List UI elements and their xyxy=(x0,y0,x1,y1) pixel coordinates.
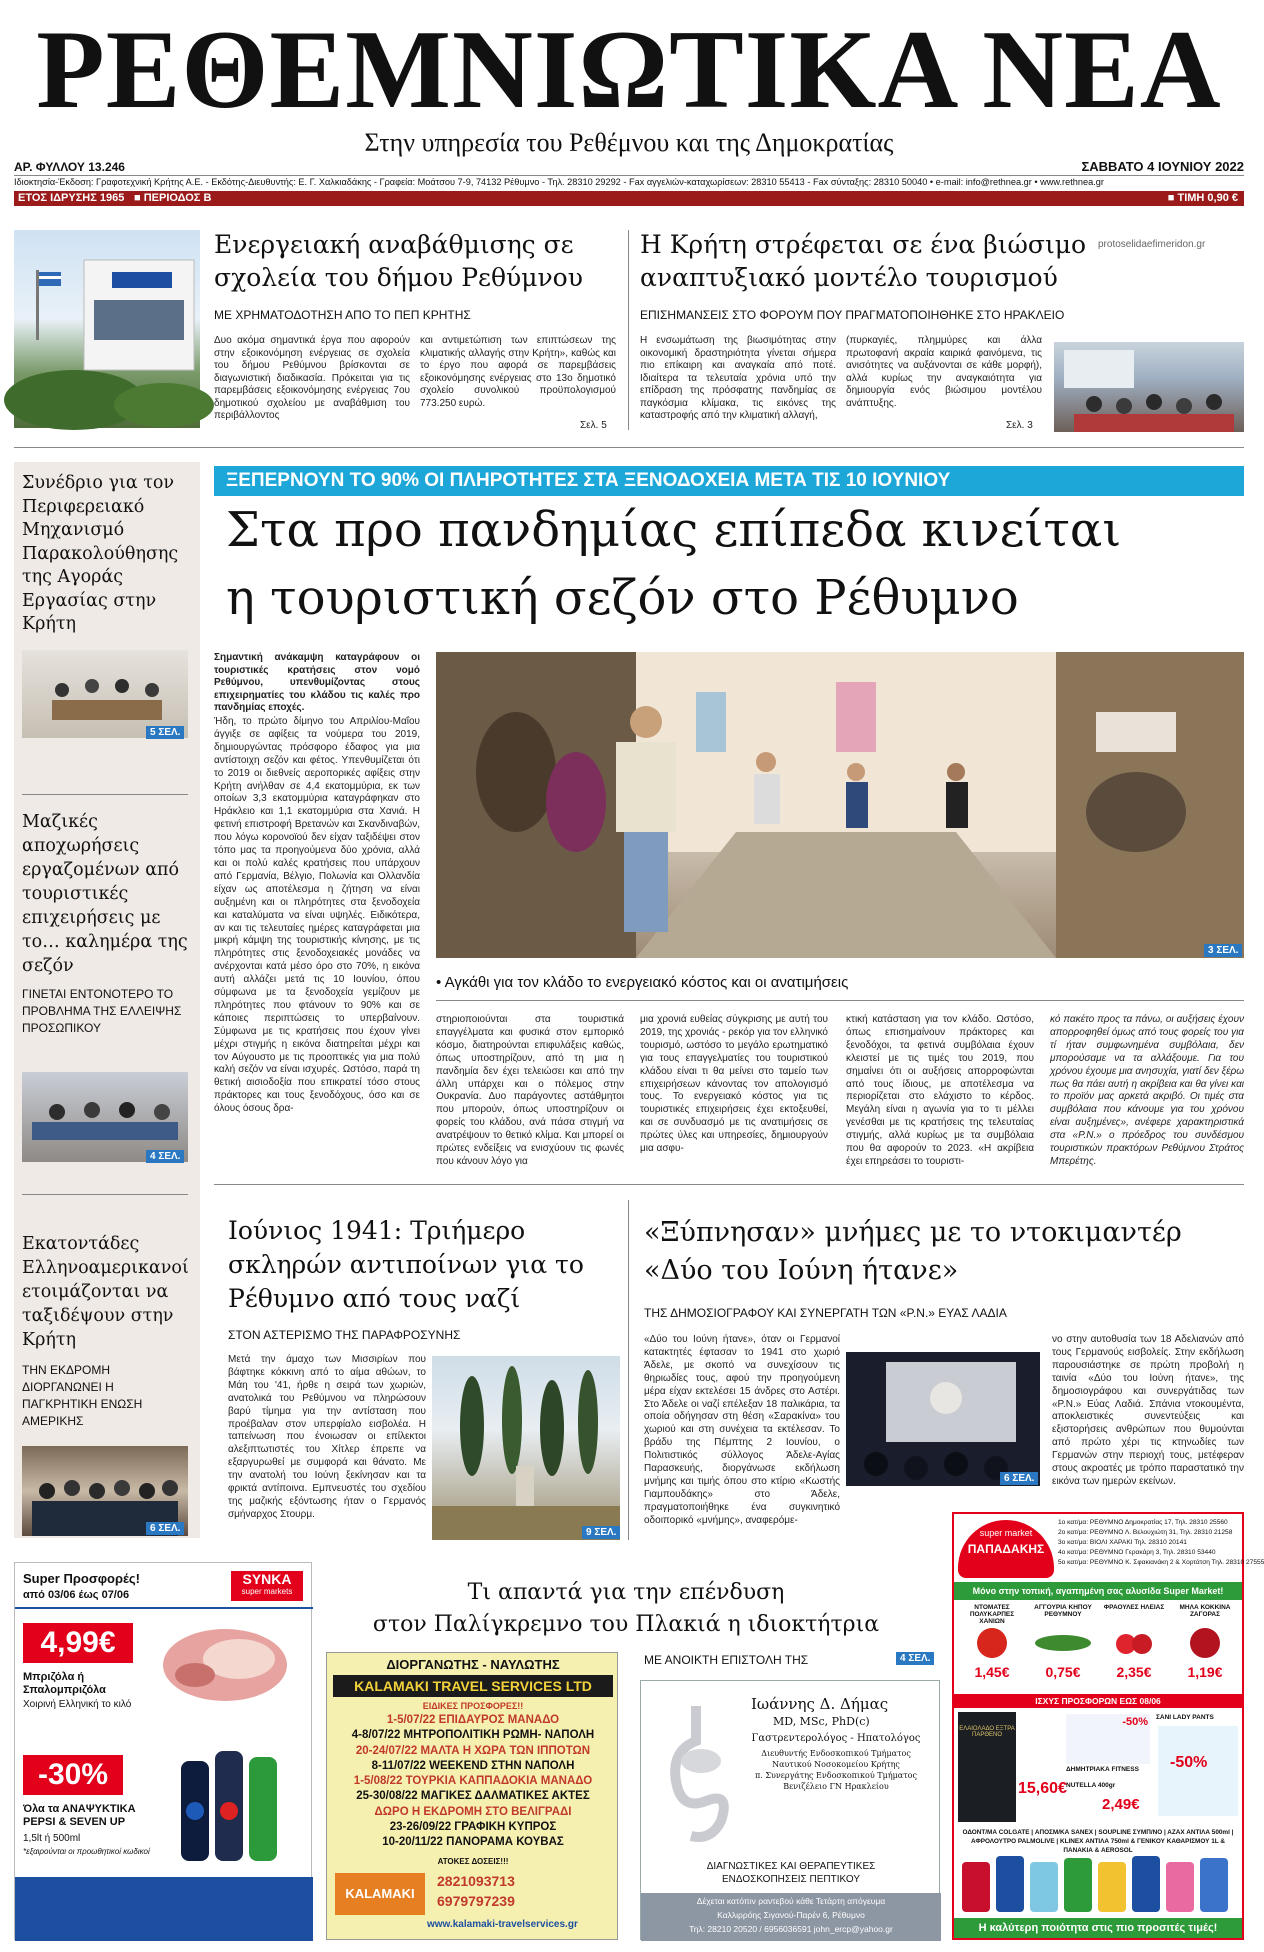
synka-brand: SYNKA xyxy=(242,1571,292,1587)
papadakis-store: 3ο κατ/μα: ΒΙΟΛΙ ΧΑΡΑΚΙ Τηλ. 28310 20141 xyxy=(1058,1539,1187,1546)
papadakis-product-name: ΝΤΟΜΑΤΕΣ ΠΟΛΥΚΑΡΠΕΣ ΧΑΝΙΩΝ xyxy=(969,1604,1015,1625)
papadakis-product-price: 0,75€ xyxy=(1045,1664,1081,1680)
lead-caption: • Αγκάθι για τον κλάδο το ενεργειακό κόστος και οι ανατιμήσεις xyxy=(436,974,849,991)
papadakis-brand-top: super market xyxy=(979,1528,1033,1538)
sidebar-item1-page[interactable]: 5 ΣΕΛ. xyxy=(146,726,184,739)
masthead-subtitle: Στην υπηρεσία του Ρεθέμνου και της Δημοκρατίας xyxy=(364,128,894,157)
travel-trips xyxy=(327,1713,619,1851)
papadakis-product-price: 1,19€ xyxy=(1187,1664,1223,1680)
ad-synka[interactable] xyxy=(14,1562,312,1940)
papadakis-store: 1ο κατ/μα: ΡΕΘΥΜΝΟ Δημοκρατίας 17, Τηλ. 28310 25560 xyxy=(1058,1519,1228,1526)
ad-doctor[interactable] xyxy=(640,1680,940,1940)
ww2-kicker: ΣΤΟΝ ΑΣΤΕΡΙΣΜΟ ΤΗΣ ΠΑΡΑΦΡΟΣΥΝΗΣ xyxy=(228,1328,461,1342)
lead-caption-rule xyxy=(436,1000,1244,1001)
founded-year: ΕΤΟΣ ΙΔΡΥΣΗΣ 1965 xyxy=(18,192,125,204)
film-col1: «Δύο του Ιούνη ήτανε», όταν οι Γερμανοί κατακτητές έφτασαν το 1941 στο χωριό Άδελε, με σκοπό να συνεχίσουν τις θηριωδίες τους, αφού την προηγούμενη μέρα είχαν εκτελέσει 15 άνδρες στο Αστέρι. Στο Άδελε οι ναζί επέλεξαν 18 παλικάρια, τα οποία οδήγησαν στη θέση «Σαρακίνα» του χωριού και στη συνέχεια τα εκτέλεσαν. Το βράδυ της Πέμπτης 2 Ιουνίου, ο Πολιτιστικός σύλλογος Άδελε-Αγίας Παρασκευής, διοργάνωσε εκδήλωση μνήμης και τιμής όπου στο κτίριο «Κωστής Γιαμπουδάκης» στο Άδελε, πραγματοποιήθηκε ένα συγκινητικό οδοιπορικό «μνήμης», αναφερόμε- xyxy=(644,1334,840,1526)
top-left-col2: και αντιμετώπιση των επιπτώσεων της κλιματικής αλλαγής στην Κρήτη», καθώς και το έργο που αφορά σε παρεμβάσεις εξοικονόμησης ενέργειας στο 13ο δημοτικό σχολείο συνολικού προϋπολογισμού 773.250 ευρώ. xyxy=(420,335,616,409)
travel-logo: KALAMAKI xyxy=(335,1873,425,1915)
strawberry-icon xyxy=(1100,1626,1168,1660)
travel-trip: 4-8/07/22 ΜΗΤΡΟΠΟΛΙΤΙΚΗ ΡΩΜΗ- ΝΑΠΟΛΗ xyxy=(351,1729,595,1742)
doctor-specialty: Γαστρεντερολόγος - Ηπατολόγος xyxy=(751,1733,921,1744)
papadakis-store: 5ο κατ/μα: ΡΕΘΥΜΝΟ Κ. Σφακιανάκη 2 & Χορτάτση Τηλ. 28310 27555 xyxy=(1058,1559,1264,1566)
lead-col2: στηριοποιούνται στα τουριστικά επαγγέλματα και φυσικά στον εμπορικό κόσμο, διατηρούνται επιφυλάξεις καθώς, όπως υποστηρίζουν, από τη μια η πανδημία δεν έχει τελειώσει και από την άλλη υπάρχει και ο πόλεμος στην Ουκρανία. Δυο παράγοντες αστάθμητοι που μπορούν, όπως υποστηρίζουν οι φορείς του κλάδου, ανά πάσα στιγμή να ανατρέψουν το θετικό κλίμα. Και μπορεί οι πρώτες ενδείξεις να ενισχύουν τις φωνές που κάνουν λόγο για xyxy=(436,1014,624,1167)
papadakis-validity: ΙΣΧΥΣ ΠΡΟΣΦΟΡΩΝ ΕΩΣ 08/06 xyxy=(954,1694,1242,1708)
travel-trip: 8-11/07/22 WEEKEND ΣΤΗΝ ΝΑΠΟΛΗ xyxy=(371,1759,575,1772)
lead-col4: κτική κατάσταση για τον κλάδο. Ωστόσο, όπως επισημαίνουν πράκτορες και ξενοδόχοι, τα φετινά συμβόλαια έχουν κλειστεί με τις τιμές του 2019, που σημαίνει ότι οι αυξήσεις απορροφώνται από τους ίδιους, με αποτέλεσμα να περιορίζεται στο ελάχιστο το κέρδος. Μεγάλη είναι η αγωνία για το τι μέλλει γενέσθαι με τις κρατήσεις της τελευταίας στιγμής, αλλά κυρίως με τα συμβόλαια που θα αφορούν το 2023. «Η ακρίβεια έχει επηρεάσει το τουριστι- xyxy=(846,1014,1034,1167)
ww2-photo xyxy=(432,1356,620,1540)
travel-web[interactable]: www.kalamaki-travelservices.gr xyxy=(427,1919,578,1930)
travel-note: ΑΤΟΚΕΣ ΔΟΣΕΙΣ!!! xyxy=(437,1857,509,1866)
lead-title-line2[interactable]: η τουριστική σεζόν στο Ρέθυμνο xyxy=(226,570,1019,626)
papadakis-price-oil: 15,60€ xyxy=(1018,1780,1067,1797)
travel-header2: KALAMAKI TRAVEL SERVICES LTD xyxy=(333,1675,613,1697)
papadakis-oil-label: ΕΛΑΙΟΛΑΔΟ ΕΞΤΡΑ ΠΑΡΘΕΝΟ xyxy=(959,1726,1015,1738)
synka-headline: Super Προσφορές! xyxy=(23,1571,140,1586)
forum-photo xyxy=(1054,342,1244,432)
issue-number: ΑΡ. ΦΥΛΛΟΥ 13.246 xyxy=(14,160,125,174)
sidebar-item2-kicker: ΓΙΝΕΤΑΙ ΕΝΤΟΝΟΤΕΡΟ ΤΟ ΠΡΟΒΛΗΜΑ ΤΗΣ ΕΛΛΕΙΨΗΣ ΠΡΟΣΩΠΙΚΟΥ xyxy=(22,987,182,1035)
papadakis-product-name: ΦΡΑΟΥΛΕΣ ΗΛΕΙΑΣ xyxy=(1103,1604,1165,1611)
travel-trip: 10-20/11/22 ΠΑΝΟΡΑΜΑ ΚΟΥΒΑΣ xyxy=(382,1836,564,1849)
lead-title-line1[interactable]: Στα προ πανδημίας επίπεδα κινείται xyxy=(226,502,1122,558)
travel-trip: 1-5/07/22 ΕΠΙΔΑΥΡΟΣ ΜΑΝΑΔΟ xyxy=(386,1714,560,1726)
film-page[interactable]: 6 ΣΕΛ. xyxy=(1000,1472,1038,1485)
travel-trip: 23-26/09/22 ΓΡΑΦΙΚΗ ΚΥΠΡΟΣ xyxy=(389,1821,557,1834)
papadakis-oil xyxy=(958,1712,1016,1822)
cucumber-icon xyxy=(1029,1626,1097,1660)
papadakis-footer: Η καλύτερη ποιότητα στις πιο προσιτές τιμές! xyxy=(954,1918,1242,1938)
synka-dates: από 03/06 έως 07/06 xyxy=(23,1589,130,1601)
papadakis-product-name: ΜΗΛΑ ΚΟΚΚΙΝΑ ΖΑΓΟΡΑΣ xyxy=(1179,1604,1231,1618)
synka-brand-sub: super markets xyxy=(241,1587,293,1596)
papadakis-logo xyxy=(958,1520,1054,1578)
soda-bottles-icon xyxy=(171,1741,301,1871)
lead-bottom-rule xyxy=(214,1184,1244,1185)
top-right-kicker: ΕΠΙΣΗΜΑΝΣΕΙΣ ΣΤΟ ΦΟΡΟΥΜ ΠΟΥ ΠΡΑΓΜΑΤΟΠΟΙΗΘΗΚΕ ΣΤΟ ΗΡΑΚΛΕΙΟ xyxy=(640,308,1065,322)
ww2-page[interactable]: 9 ΣΕΛ. xyxy=(582,1526,620,1539)
papadakis-nutella: NUTELLA 400gr xyxy=(1066,1782,1116,1789)
top-left-kicker: ΜΕ ΧΡΗΜΑΤΟΔΟΤΗΣΗ ΑΠΟ ΤΟ ΠΕΠ ΚΡΗΤΗΣ xyxy=(214,308,471,322)
doctor-services2: ΕΝΔΟΣΚΟΠΗΣΕΙΣ ΠΕΠΤΙΚΟΥ xyxy=(722,1874,860,1885)
ww2-text: Μετά την άμαχο των Μισσιρίων που βάφτηκε κόκκινη από το αίμα αθώων, το Μάη του '41, ήρθε η σειρά των χωριών, ανατολικά του Ρεθύμνου να πληρώσουν βαρύ τίμημα για την αντίσταση που προέβαλαν στον υπερφίαλο εισβολέα. Η ταπείνωση που ένοιωσαν οι επίλεκτοι αλεξιπτωτιστές του Χίτλερ έπρεπε να εξαργυρωθεί με συμφορά και θάνατο. Με την ανατολή του Ιούνη ξεκίνησαν και τα φρικτά αντίποινα. Εμπνευστές του σχεδίου της μαζικής εξόντωσης ήταν ο Γερμανός σμήναρχος Στουρμ. xyxy=(228,1354,426,1520)
doctor-line4: Βενιζέλειο ΓΝ Ηρακλείου xyxy=(783,1782,889,1791)
period: ΠΕΡΙΟΔΟΣ Β xyxy=(143,192,212,204)
synka-rule xyxy=(15,1607,313,1609)
synka-item2-note: *εξαιρούνται οι προωθητικοί κωδικοί xyxy=(23,1847,150,1856)
film-photo xyxy=(846,1352,1040,1486)
papadakis-product xyxy=(1029,1604,1097,1680)
top-divider xyxy=(628,230,629,430)
lead-banner-text: ΞΕΠΕΡΝΟΥΝ ΤΟ 90% ΟΙ ΠΛΗΡΟΤΗΤΕΣ ΣΤΑ ΞΕΝΟΔΟΧΕΙΑ ΜΕΤΑ ΤΙΣ 10 ΙΟΥΝΙΟΥ xyxy=(226,470,951,491)
plakias-kicker: ΜΕ ΑΝΟΙΚΤΗ ΕΠΙΣΤΟΛΗ ΤΗΣ xyxy=(644,1653,809,1667)
top-right-col1: Η ενσωμάτωση της βιωσιμότητας στην οικονομική δραστηριότητα γίνεται σήμερα πιο επίκαιρη και αναγκαία από ποτέ. Ιδιαίτερα τα τελευταία χρόνια υπό την επίδραση της πρόσφατης πανδημίας σε παγκόσμια κλίμακα, τις εικόνες της καταστροφής από την κλιματική αλλαγή, xyxy=(640,335,836,421)
lead-col-left: Ήδη, το πρώτο δίμηνο του Απριλίου-Μαΐου άγγιξε σε αφίξεις τα νούμερα του 2019, δημιουργώντας πρόσφορο έδαφος για μια αντίστοιχη σεζόν και φέτος. Υπενθυμίζεται ότι το 2019 οι διεθνείς αεροπορικές αφίξεις στην Κρήτη ανήλθαν σε 4,4 εκατομμύρια, εκ των οποίων 3,3 εκατομμύρια καταγράφηκαν στο Ηράκλειο και 1,1 εκατομμύρια στα Χανιά. Η φετινή επιστροφή Βρετανών και Σκανδιναβών, που λόγω κορονοϊού δεν είχαν ταξιδέψει στον τόπο μας τα προηγούμενα δύο χρόνια, αλλά και οι πολύ καλές κρατήσεις που υπάρχουν από Γερμανία, Βέλγιο, Πολωνία και Ολλανδία είχαν ως αποτέλεσμα η ζήτηση να είναι αυξημένη και οι πληρότητες στα ξενοδοχεία και καταλύματα να είναι υψηλές. Ειδικότερα, αν και τις τελευταίες ημέρες καταγράφεται μια μικρή κάμψη της τουριστικής κίνησης, με τις πληρότητες στις ξενοδοχειακές μονάδες να ανέρχονται κατά μέσο όρο στο 70%, η εικόνα αυτή αλλάζει μετά τις 10 Ιουνίου, όπου σύμφωνα με τα ξενοδοχεία γεμίζουν με πληρότητες που φτάνουν το 90% και σε κάποιες περιπτώσεις το υπερβαίνουν. Σύμφωνα με τις κρατήσεις που έχουν γίνει μέχρι στιγμής η εικόνα διατηρείται μέχρι και τον Αύγουστο με τις προοπτικές για μια πολύ καλή σεζόν να είναι ισχυρές. Ωστόσο, παρά τη θετική αισιοδοξία που επικρατεί τόσο στους πράκτορες και τους ξενοδόχους, όσο και σε όλους όσους δρα- xyxy=(214,716,420,1115)
travel-trip: ΔΩΡΟ Η ΕΚΔΡΟΜΗ ΣΤΟ ΒΕΛΙΓΡΑΔΙ xyxy=(374,1805,572,1818)
synka-item2-name: Όλα τα ΑΝΑΨΥΚΤΙΚΑ PEPSI & SEVEN UP xyxy=(23,1803,136,1828)
pork-chops-icon xyxy=(155,1615,305,1711)
conference-audience-icon xyxy=(1054,342,1244,432)
synka-item2-desc: 1,5lt ή 500ml xyxy=(23,1833,81,1844)
papadakis-fitness: ΔΗΜΗΤΡΙΑΚΑ FITNESS xyxy=(1066,1766,1139,1773)
papadakis-pants-box xyxy=(1158,1726,1238,1816)
sidebar-item3-kicker: ΤΗΝ ΕΚΔΡΟΜΗ ΔΙΟΡΓΑΝΩΝΕΙ Η ΠΑΓΚΡΗΤΙΚΗ ΕΝΩΣΗ ΑΜΕΡΙΚΗΣ xyxy=(22,1363,143,1428)
doctor-degrees: MD, MSc, PhD(c) xyxy=(773,1715,870,1728)
doctor-line2: Ναυτικού Νοσοκομείου Κρήτης xyxy=(772,1760,900,1769)
film-kicker: ΤΗΣ ΔΗΜΟΣΙΟΓΡΑΦΟΥ ΚΑΙ ΣΥΝΕΡΓΑΤΗ ΤΩΝ «Ρ.Ν.» ΕΥΑΣ ΛΑΔΙΑ xyxy=(644,1306,1007,1320)
synka-discount: -30% xyxy=(23,1755,123,1795)
top-right-page[interactable]: Σελ. 3 xyxy=(1006,420,1033,431)
doctor-name: Ιωάννης Δ. Δήμας xyxy=(751,1695,889,1713)
travel-trip: 25-30/08/22 ΜΑΓΙΚΕΣ ΔΑΛΜΑΤΙΚΕΣ ΑΚΤΕΣ xyxy=(356,1790,590,1803)
top-right-col2: (πυρκαγιές, πλημμύρες και άλλα πρωτοφανή ακραία καιρικά φαινόμενα, τις ανισότητες να αυξάνονται σε κάθε μορφή), αλλά κυρίως την αναγκαιότητα για δημιουργία ενός βιώσιμου μοντέλου ανάπτυξης. xyxy=(846,335,1042,409)
lead-page[interactable]: 3 ΣΕΛ. xyxy=(1204,944,1242,957)
travel-trip: 1-5/08/22 ΤΟΥΡΚΙΑ ΚΑΠΠΑΔΟΚΙΑ ΜΑΝΑΔΟ xyxy=(353,1775,593,1788)
travel-phone2: 6979797239 xyxy=(437,1893,515,1909)
plakias-page[interactable]: 4 ΣΕΛ. xyxy=(896,1652,934,1665)
founded-bar: ΕΤΟΣ ΙΔΡΥΣΗΣ 1965 ■ ΠΕΡΙΟΔΟΣ Β ■ ΤΙΜΗ 0,90 € xyxy=(14,191,1244,206)
meeting-table-icon xyxy=(22,650,188,738)
papadakis-slogan: Μόνο στην τοπική, αγαπημένη σας αλυσίδα Super Market! xyxy=(954,1582,1242,1600)
lead-col5: κό πακέτο προς τα πάνω, οι αυξήσεις έχουν απορροφηθεί όμως από τους φορείς του για τί ήταν συμφωνημένα συμβόλαια, δεν μπορούσαμε να τα αλλάξουμε. Για του χρόνου έχουμε μια ανησυχία, γιατί δεν ξέρω πως θα πάει αυτή η ακρίβεια και θα γίνει και το προϊόν μας αρκετά ακριβό. Οι τιμές στα συμβόλαια που κάνουμε για του χρόνου είναι αυξημένες», ανέφερε χαρακτηριστικά στα «Ρ.Ν.» ο πρόεδρος του συνδέσμου τουριστικών πρακτόρων Ρεθύμνου Στράτος Μπερέτης. xyxy=(1050,1014,1244,1167)
synka-item1-desc: Χοιρινή Ελληνική το κιλό xyxy=(23,1699,132,1710)
bottom-divider xyxy=(628,1200,629,1540)
synka-logo xyxy=(231,1571,303,1601)
papadakis-product xyxy=(1171,1604,1239,1680)
ad-travel[interactable] xyxy=(326,1652,618,1940)
plakias-title-line2[interactable]: στον Παλίγκρεμνο του Πλακιά η ιδιοκτήτρια xyxy=(372,1612,880,1637)
papadakis-stores xyxy=(1058,1518,1264,1568)
papadakis-pants: ΣΑΝΙ LADY PANTS xyxy=(1156,1714,1214,1721)
publisher-info: Ιδιοκτησία-Έκδοση: Γραφοτεχνική Κρήτης Α.Ε. - Εκδότης-Διευθυντής: Ε. Γ. Χαλκιαδάκης - Γραφεία: Μοάτσου 7-9, 74132 Ρέθυμνο - Τηλ. 28310 29292 - Fax αγγελιών-καταχωρίσεων: 28310 55413 - Fax σύνταξης: 28310 50040 • e-mail: info@rethnea.gr • www.rethnea.gr xyxy=(14,177,1104,187)
price: ΤΙΜΗ 0,90 € xyxy=(1177,192,1238,204)
street-tourists-icon xyxy=(436,652,1244,958)
sidebar-rule2 xyxy=(22,1194,188,1195)
apple-icon xyxy=(1171,1626,1239,1660)
masthead-title: ΡΕΘΕΜΝΙΩΤΙΚΑ ΝΕΑ xyxy=(36,8,1222,132)
ad-papadakis[interactable] xyxy=(952,1512,1264,1940)
papadakis-product xyxy=(958,1604,1026,1680)
doctor-line1: Διευθυντής Ενδοσκοπικού Τμήματος xyxy=(761,1749,911,1758)
digestive-system-icon xyxy=(651,1701,741,1851)
top-left-title[interactable]: Ενεργειακή αναβάθμισης σε σχολεία του δήμου Ρεθύμνου xyxy=(214,230,583,292)
papadakis-fitness-box xyxy=(1066,1714,1150,1764)
issue-date: ΣΑΒΒΑΤΟ 4 ΙΟΥΝΙΟΥ 2022 xyxy=(1081,159,1244,174)
lead-photo xyxy=(436,652,1244,958)
top-left-page[interactable]: Σελ. 5 xyxy=(580,420,607,431)
tomato-icon xyxy=(958,1626,1026,1660)
doctor-footer xyxy=(641,1893,941,1941)
film-col2: νο στην αυτοθυσία των 18 Αδελιανών από τους Γερμανούς εισβολείς. Στην εκδήλωση παρουσιάστηκε σε πρώτη προβολή η ταινία «Δύο του Ιούνη ήτανε», της δημοσιογράφου και συνεργάτιδας των «Ρ.Ν.» Εύας Λαδιά. Σπάνια ντοκουμέντα, αποκλειστικές συνεντεύξεις και εξιστορήσεις ανθρώπων που θυμούνται από πρώτο χέρι τις κτηνωδίες των Γερμανών στην περιοχή τους, μετέφεραν στους ακροατές με τρόπο παραστατικό την εικόνα των ημερών εκείνων. xyxy=(1052,1334,1244,1487)
synka-price1: 4,99€ xyxy=(23,1623,133,1663)
travel-header1: ΔΙΟΡΓΑΝΩΤΗΣ - ΝΑΥΛΩΤΗΣ xyxy=(386,1657,560,1672)
papadakis-bottom-offer: ΟΔΟΝΤ/ΜΑ COLGATE | ΑΠΟΣΜ/ΚΑ SANEX | SOUPLINE ΣΥΜΠ/ΝΟ | ΑΖΑΧ ΑΝΤΙΛΑ 500ml | ΑΦΡΟΛΟΥΤΡΟ PALMOLIVE | KLINEX ΑΝΤΙΛΑ 750ml & ΓΕΝΙΚΟΥ ΚΑΘΑΡΙΣΜΟΥ 1L & ΠΑΝΑΚΙΑ & AEROSOL xyxy=(962,1829,1234,1854)
ww2-title[interactable]: Ιούνιος 1941: Τριήμερο σκληρών αντιποίνων για το Ρέθυμνο από τους ναζί xyxy=(228,1216,584,1313)
lead-banner xyxy=(214,466,1244,496)
top-section-rule xyxy=(14,447,1244,448)
synka-footer xyxy=(15,1877,313,1941)
papadakis-store: 4ο κατ/μα: ΡΕΘΥΜΝΟ Γερακάρη 3, Τηλ. 28310 53440 xyxy=(1058,1549,1216,1556)
sidebar-item3-title[interactable]: Εκατοντάδες Ελληνοαμερικανοί ετοιμάζονται να ταξιδέψουν στην Κρήτη xyxy=(22,1234,189,1350)
doctor-services1: ΔΙΑΓΝΩΣΤΙΚΕΣ ΚΑΙ ΘΕΡΑΠΕΥΤΙΚΕΣ xyxy=(706,1861,876,1872)
doctor-contact: Τηλ: 28210 20520 / 6956036591 john_ercp@yahoo.gr xyxy=(689,1924,893,1934)
doctor-line3: π. Συνεργάτης Ενδοσκοπικού Τμήματος xyxy=(755,1771,917,1780)
lead-intro: Σημαντική ανάκαμψη καταγράφουν οι τουριστικές κρατήσεις στον νομό Ρεθύμνου, υπενθυμίζοντας στους επιχειρηματίες του κλάδου τις καλές προ πανδημίας εποχές. xyxy=(214,652,420,713)
sidebar-item2-title[interactable]: Μαζικές αποχωρήσεις εργαζομένων από τουριστικές επιχειρήσεις με το… καλημέρα της σεζόν xyxy=(22,812,188,976)
lead-col3: μια χρονιά ευθείας σύγκρισης με αυτή του 2019, της χρονιάς - ρεκόρ για τον ελληνικό τουρισμό, ωστόσο το μεγάλο ερωτηματικό για τους επαγγελματίες του τουριστικού κλάδου είναι τι θα μείνει στο ταμείο των επιχειρήσεων κάνοντας τον απολογισμό τους. Το ενεργειακό κόστος για τις τουριστικές επιχειρήσεις έχει εκτοξευθεί, και σε συνδυασμό με τις ανατιμήσεις σε πρώτες ύλες και υπηρεσίες, δημιουργούν μια ασφυ- xyxy=(640,1014,828,1155)
masthead-rule xyxy=(14,175,1244,176)
papadakis-product xyxy=(1100,1604,1168,1680)
sidebar-item2-photo xyxy=(22,1072,188,1162)
papadakis-product-price: 2,35€ xyxy=(1116,1664,1152,1680)
papadakis-price-nutella: 2,49€ xyxy=(1102,1796,1140,1813)
travel-special: ΕΙΔΙΚΕΣ ΠΡΟΣΦΟΡΕΣ!! xyxy=(422,1701,524,1711)
school-photo xyxy=(14,230,200,428)
top-left-col1: Δυο ακόμα σημαντικά έργα που αφορούν στην εξοικονόμηση ενέργειας σε σχολεία του δήμου Ρεθύμνου βρίσκονται σε διαγωνιστική διαδικασία. Πρόκειται για τις παρεμβάσεις εξοικονόμησης ενέργειας 7ου δημοτικού σχολείου με αναβάθμιση του περιβάλλοντος xyxy=(214,335,410,421)
papadakis-pct2: -50% xyxy=(1170,1754,1208,1771)
doctor-hours: Δέχεται κατόπιν ραντεβού κάθε Τετάρτη απόγευμα xyxy=(696,1896,886,1906)
doctor-address: Καλλιρρόης Σιγανού-Παρέν 6, Ρέθυμνο xyxy=(717,1910,865,1920)
sidebar-item1-photo xyxy=(22,650,188,738)
sidebar-item3-page[interactable]: 6 ΣΕΛ. xyxy=(146,1522,184,1535)
film-title[interactable]: «Ξύπνησαν» μνήμες με το ντοκιμαντέρ «Δύο του Ιούνη ήτανε» xyxy=(644,1217,1182,1286)
plakias-title-line1[interactable]: Τι απαντά για την επένδυση xyxy=(467,1580,785,1605)
sidebar-item1-title[interactable]: Συνέδριο για τον Περιφερειακό Μηχανισμό Παρακολούθησης της Αγοράς Εργασίας στην Κρήτη xyxy=(22,473,179,634)
sidebar-item2-page[interactable]: 4 ΣΕΛ. xyxy=(146,1150,184,1163)
travel-phone1: 2821093713 xyxy=(437,1873,515,1889)
press-conference-icon xyxy=(22,1072,188,1162)
synka-item1-name: Μπριζόλα ή Σπαλομπριζόλα xyxy=(23,1671,106,1696)
screening-icon xyxy=(846,1352,1040,1486)
school-building-icon xyxy=(14,230,200,428)
papadakis-store: 2ο κατ/μα: ΡΕΘΥΜΝΟ Λ. Βελουχιώτη 31, Τηλ. 28310 21258 xyxy=(1058,1529,1233,1536)
watermark: protoselidaefimeridon.gr xyxy=(1098,239,1206,250)
sidebar-rule1 xyxy=(22,794,188,795)
papadakis-pct1: -50% xyxy=(1122,1716,1148,1728)
household-products-icon xyxy=(958,1852,1238,1914)
papadakis-brand: ΠΑΠΑΔΑΚΗΣ xyxy=(967,1542,1045,1556)
papadakis-product-name: ΑΓΓΟΥΡΙΑ ΚΗΠΟΥ ΡΕΘΥΜΝΟΥ xyxy=(1034,1604,1092,1618)
papadakis-product-price: 1,45€ xyxy=(974,1664,1010,1680)
travel-trip: 20-24/07/22 ΜΑΛΤΑ Η ΧΩΡΑ ΤΩΝ ΙΠΠΟΤΩΝ xyxy=(355,1744,591,1757)
memorial-cypress-icon xyxy=(432,1356,620,1540)
top-right-title[interactable]: Η Κρήτη στρέφεται σε ένα βιώσιμο αναπτυξιακό μοντέλο τουρισμού xyxy=(640,230,1087,292)
